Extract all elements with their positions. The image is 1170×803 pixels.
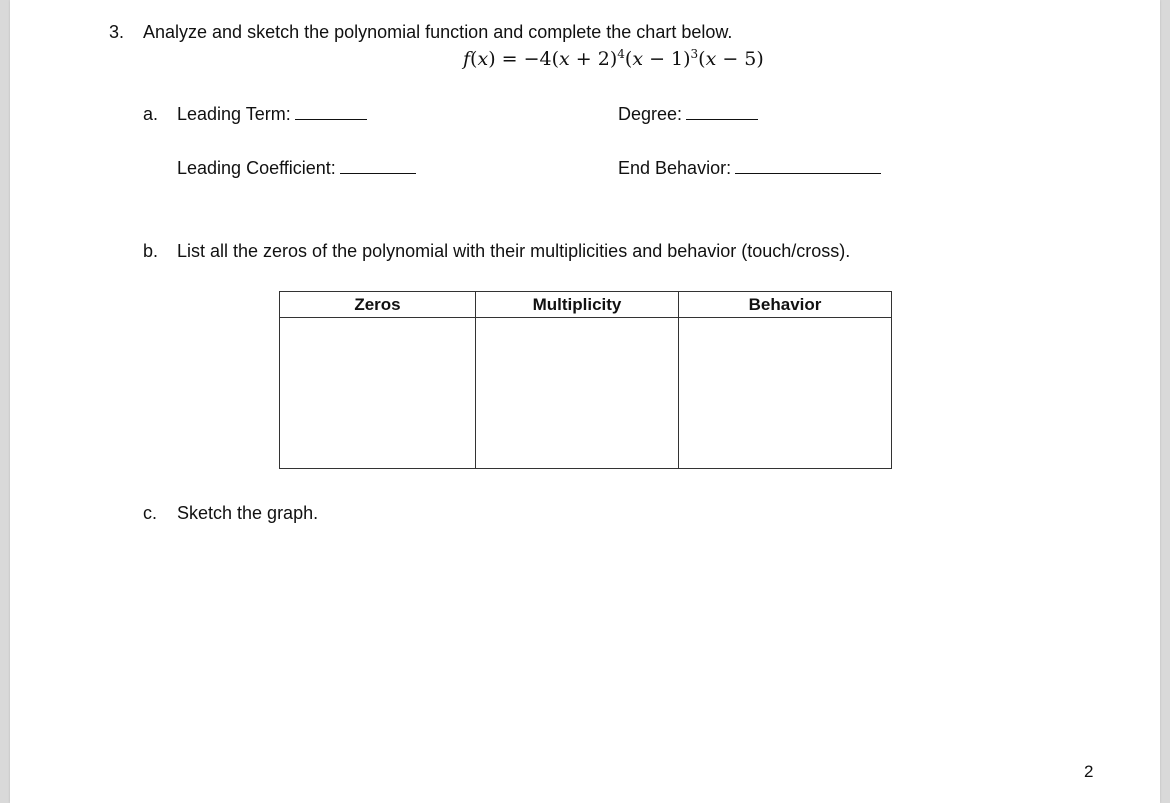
degree-row xyxy=(618,103,758,125)
leading-term-label: Leading Term: xyxy=(177,104,291,124)
leading-term-row xyxy=(177,103,367,125)
leading-coefficient-blank[interactable] xyxy=(340,157,416,174)
eq-exp3: 3 xyxy=(690,47,699,61)
degree-label: Degree: xyxy=(618,104,683,124)
part-b-letter: b. xyxy=(143,241,159,261)
eq-open2: ( xyxy=(624,48,633,70)
eq-minus5: − 5) xyxy=(716,48,764,70)
eq-minus1: − 1) xyxy=(643,48,691,70)
part-b-text: List all the zeros of the polynomial with their multiplicities and behavior (touch/cross). xyxy=(177,241,851,261)
eq-mid1: ) = −4( xyxy=(488,48,560,70)
zeros-table xyxy=(279,291,892,469)
part-a-letter: a. xyxy=(143,104,159,124)
end-behavior-row xyxy=(618,157,881,179)
part-c-letter: c. xyxy=(143,503,158,523)
behavior-cell[interactable] xyxy=(679,318,892,469)
eq-f: f xyxy=(463,48,471,70)
eq-x2: x xyxy=(559,48,570,70)
eq-x4: x xyxy=(705,48,717,70)
eq-exp4: 4 xyxy=(617,47,625,61)
question-number: 3. xyxy=(109,22,125,42)
leading-term-blank[interactable] xyxy=(295,103,367,120)
table-header-row xyxy=(280,292,892,318)
table-header-multiplicity: Multiplicity xyxy=(476,292,679,318)
table-header-zeros: Zeros xyxy=(280,292,476,318)
leading-coefficient-row xyxy=(177,157,416,179)
polynomial-equation: $f(x) = -4(x + 2)^4(x - 1)^3(x - 5)$ xyxy=(463,47,764,70)
end-behavior-blank[interactable] xyxy=(735,157,881,174)
table-row xyxy=(280,318,892,469)
question-text: Analyze and sketch the polynomial function and complete the chart below. xyxy=(143,22,733,42)
page-number: 2 xyxy=(1084,762,1094,781)
degree-blank[interactable] xyxy=(686,103,758,120)
eq-x1: x xyxy=(477,48,489,70)
table-header-behavior: Behavior xyxy=(679,292,892,318)
eq-x3: x xyxy=(632,48,644,70)
zeros-cell[interactable] xyxy=(280,318,476,469)
end-behavior-label: End Behavior: xyxy=(618,158,732,178)
document-page xyxy=(10,0,1160,803)
part-c-text: Sketch the graph. xyxy=(177,503,319,523)
multiplicity-cell[interactable] xyxy=(476,318,679,469)
leading-coefficient-label: Leading Coefficient: xyxy=(177,158,336,178)
eq-open3: ( xyxy=(698,48,706,70)
eq-plus2: + 2) xyxy=(569,48,618,70)
